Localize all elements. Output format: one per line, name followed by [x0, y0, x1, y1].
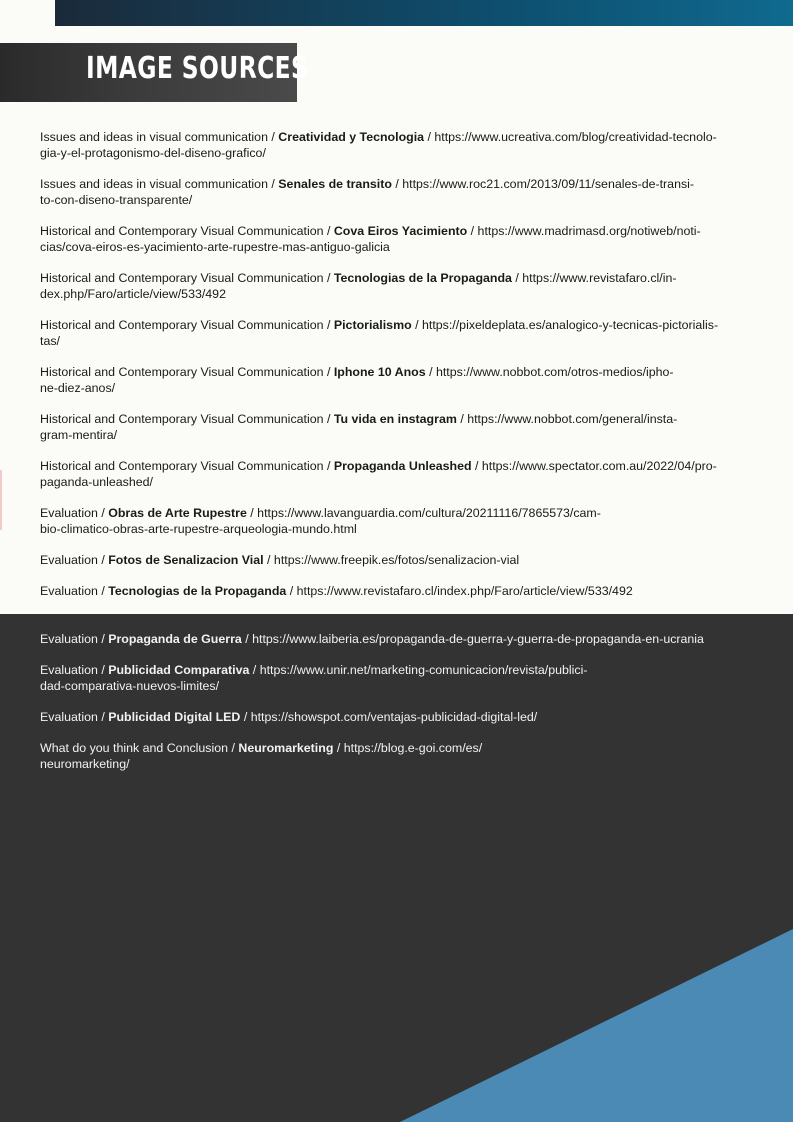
source-entry: [40, 317, 768, 349]
separator: /: [411, 318, 422, 332]
separator: /: [323, 224, 334, 238]
separator: /: [97, 710, 109, 724]
separator: /: [471, 459, 482, 473]
source-name: Tecnologias de la Propaganda: [108, 584, 287, 598]
source-entry: [40, 505, 768, 537]
source-url-link[interactable]: https://www.madrimasd.org/notiweb/noti-: [477, 224, 701, 238]
source-name: Neuromarketing: [238, 741, 334, 755]
source-url-link[interactable]: https://www.ucreativa.com/blog/creatividad-tecnolo-: [434, 130, 717, 144]
source-entry: [40, 631, 768, 647]
source-url-link-continued[interactable]: paganda-unleashed/: [40, 475, 153, 489]
source-section: Evaluation: [40, 553, 98, 567]
separator: /: [97, 584, 109, 598]
source-entry: [40, 364, 768, 396]
source-url-link-continued[interactable]: dex.php/Faro/article/view/533/492: [40, 287, 226, 301]
separator: /: [267, 130, 279, 144]
separator: /: [456, 412, 468, 426]
source-section: Evaluation: [40, 632, 98, 646]
source-url-link-continued[interactable]: dad-comparativa-nuevos-limites/: [40, 679, 220, 693]
sources-list-light: [40, 129, 768, 614]
source-url-link[interactable]: https://www.roc21.com/2013/09/11/senales-de-transi-: [402, 177, 695, 191]
source-name: Fotos de Senalizacion Vial: [108, 553, 264, 567]
source-section: Historical and Contemporary Visual Communication: [40, 318, 324, 332]
separator: /: [425, 365, 436, 379]
separator: /: [333, 741, 344, 755]
source-name: Senales de transito: [278, 177, 392, 191]
source-entry: [40, 740, 768, 772]
separator: /: [97, 632, 109, 646]
separator: /: [323, 459, 334, 473]
source-name: Obras de Arte Rupestre: [108, 506, 247, 520]
separator: /: [246, 506, 258, 520]
sources-list-dark: [40, 631, 768, 787]
source-url-link[interactable]: https://www.nobbot.com/otros-medios/ipho-: [435, 365, 674, 379]
source-name: Tu vida en instagram: [333, 412, 457, 426]
page-title: IMAGE SOURCES: [86, 51, 309, 86]
source-name: Propaganda de Guerra: [108, 632, 242, 646]
source-url-link-continued[interactable]: gram-mentira/: [40, 428, 118, 442]
source-section: What do you think and Conclusion: [40, 741, 229, 755]
separator: /: [249, 663, 260, 677]
source-url-link[interactable]: https://www.unir.net/marketing-comunicacion/revista/publici-: [259, 663, 588, 677]
separator: /: [424, 130, 435, 144]
source-entry: [40, 176, 768, 208]
separator: /: [467, 224, 478, 238]
source-section: Historical and Contemporary Visual Communication: [40, 365, 324, 379]
source-name: Publicidad Comparativa: [108, 663, 250, 677]
separator: /: [323, 412, 334, 426]
source-url-link[interactable]: https://www.lavanguardia.com/cultura/20211116/7865573/cam-: [257, 506, 601, 520]
source-url-link-continued[interactable]: ne-diez-anos/: [40, 381, 116, 395]
source-name: Tecnologias de la Propaganda: [333, 271, 512, 285]
source-url-link[interactable]: https://www.spectator.com.au/2022/04/pro-: [481, 459, 717, 473]
source-entry: [40, 662, 768, 694]
source-section: Historical and Contemporary Visual Communication: [40, 271, 324, 285]
separator: /: [240, 710, 251, 724]
separator: /: [267, 177, 279, 191]
source-name: Propaganda Unleashed: [333, 459, 472, 473]
source-name: Cova Eiros Yacimiento: [333, 224, 468, 238]
source-section: Issues and ideas in visual communication: [40, 130, 268, 144]
source-url-link[interactable]: https://www.revistafaro.cl/index.php/Faro/article/view/533/492: [296, 584, 633, 598]
source-entry: [40, 709, 768, 725]
source-name: Iphone 10 Anos: [333, 365, 426, 379]
source-section: Historical and Contemporary Visual Communication: [40, 224, 324, 238]
source-entry: [40, 129, 768, 161]
source-name: Publicidad Digital LED: [108, 710, 241, 724]
source-url-link[interactable]: https://showspot.com/ventajas-publicidad-digital-led/: [250, 710, 538, 724]
source-entry: [40, 223, 768, 255]
separator: /: [241, 632, 253, 646]
separator: /: [323, 318, 334, 332]
source-url-link[interactable]: https://www.revistafaro.cl/in-: [522, 271, 677, 285]
source-url-link[interactable]: https://blog.e-goi.com/es/: [343, 741, 483, 755]
separator: /: [511, 271, 523, 285]
source-section: Evaluation: [40, 663, 98, 677]
source-name: Creatividad y Tecnologia: [278, 130, 425, 144]
source-section: Historical and Contemporary Visual Communication: [40, 459, 324, 473]
separator: /: [323, 365, 334, 379]
source-section: Issues and ideas in visual communication: [40, 177, 268, 191]
source-section: Evaluation: [40, 584, 98, 598]
source-entry: [40, 411, 768, 443]
separator: /: [391, 177, 403, 191]
separator: /: [97, 553, 109, 567]
left-edge-accent: [0, 470, 2, 530]
source-section: Historical and Contemporary Visual Communication: [40, 412, 324, 426]
source-entry: [40, 583, 768, 599]
separator: /: [97, 506, 109, 520]
source-url-link[interactable]: https://www.laiberia.es/propaganda-de-guerra-y-guerra-de-propaganda-en-ucrania: [252, 632, 704, 646]
top-header-bar: [55, 0, 793, 26]
source-url-link-continued[interactable]: to-con-diseno-transparente/: [40, 193, 193, 207]
separator: /: [286, 584, 297, 598]
source-url-link[interactable]: https://www.nobbot.com/general/insta-: [467, 412, 678, 426]
source-url-link[interactable]: https://pixeldeplata.es/analogico-y-tecnicas-pictorialis-: [421, 318, 719, 332]
source-url-link-continued[interactable]: gia-y-el-protagonismo-del-diseno-grafico/: [40, 146, 266, 160]
separator: /: [263, 553, 274, 567]
source-url-link-continued[interactable]: tas/: [40, 334, 60, 348]
source-url-link-continued[interactable]: bio-climatico-obras-arte-rupestre-arqueologia-mundo.html: [40, 522, 357, 536]
source-url-link-continued[interactable]: neuromarketing/: [40, 757, 130, 771]
source-entry: [40, 458, 768, 490]
source-section: Evaluation: [40, 506, 98, 520]
source-url-link[interactable]: https://www.freepik.es/fotos/senalizacion-vial: [273, 553, 520, 567]
source-entry: [40, 270, 768, 302]
source-entry: [40, 552, 768, 568]
source-section: Evaluation: [40, 710, 98, 724]
source-name: Pictorialismo: [333, 318, 412, 332]
separator: /: [228, 741, 239, 755]
source-url-link-continued[interactable]: cias/cova-eiros-es-yacimiento-arte-rupestre-mas-antiguo-galicia: [40, 240, 390, 254]
separator: /: [323, 271, 334, 285]
separator: /: [97, 663, 109, 677]
